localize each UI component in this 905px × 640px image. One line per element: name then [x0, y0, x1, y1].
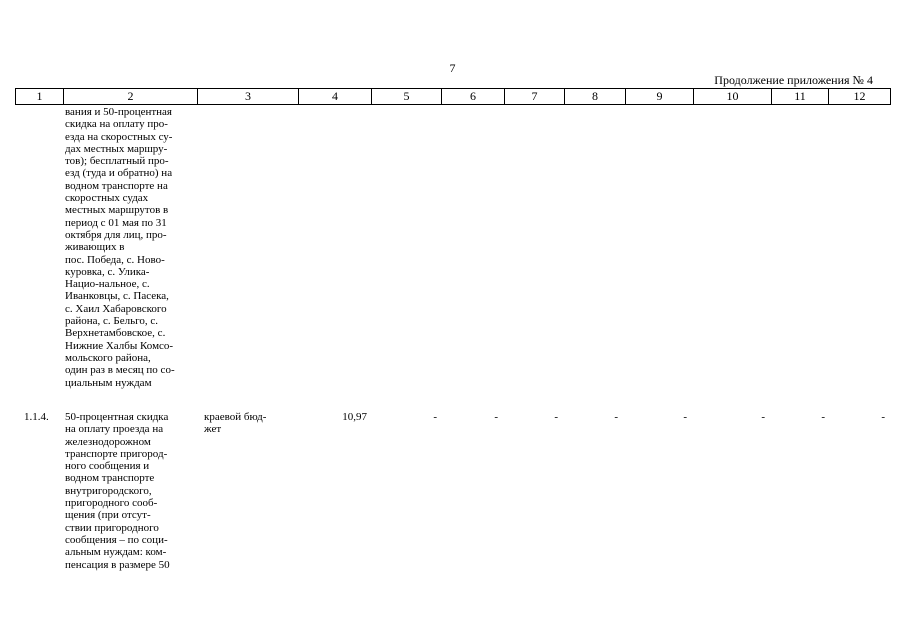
text-line: мольского района, — [65, 351, 151, 364]
text-line: циальным нуждам — [65, 376, 152, 389]
text-line: жет — [204, 423, 222, 436]
column-header-11: 11 — [772, 89, 829, 105]
column-header-2: 2 — [64, 89, 198, 105]
text-line: щения (при отсут- — [65, 509, 151, 522]
text-line: ствии пригородного — [65, 521, 159, 534]
column-header-4: 4 — [299, 89, 372, 105]
text-line: района, с. Бельго, с. — [65, 315, 158, 328]
row-114-funding-source — [204, 411, 299, 436]
column-header-6: 6 — [442, 89, 505, 105]
page-number: 7 — [449, 61, 456, 75]
column-header-row — [15, 88, 891, 105]
column-header-9: 9 — [626, 89, 694, 105]
text-line: 50-процентная скидка — [65, 411, 169, 423]
text-line: пос. Победа, с. Ново- — [65, 253, 165, 266]
text-line: транспорте пригород- — [65, 447, 168, 460]
text-line: октября для лиц, про- — [65, 228, 167, 241]
text-line: железнодорожном — [65, 435, 151, 448]
text-line: езд (туда и обратно) на — [65, 167, 173, 180]
text-line: Верхнетамбовское, с. — [65, 327, 166, 340]
text-line: местных маршрутов в — [65, 204, 169, 217]
column-header-7: 7 — [505, 89, 565, 105]
row-114-col6-value: - — [494, 411, 498, 423]
text-line: внутригородского, — [65, 484, 152, 497]
text-line: тов); бесплатный про- — [65, 155, 169, 168]
text-line: скидка на оплату про- — [65, 118, 168, 131]
text-line: ного сообщения и — [65, 460, 150, 473]
text-line: водном транспорте на — [65, 179, 168, 192]
row-114-description — [65, 411, 197, 571]
text-line: с. Хаил Хабаровского — [65, 302, 167, 315]
column-header-8: 8 — [565, 89, 626, 105]
continuation-label: Продолжение приложения № 4 — [714, 73, 873, 87]
row-114-col5-value: - — [433, 411, 437, 423]
text-line: сообщения – по соци- — [65, 533, 168, 546]
row-114-col10-value: - — [761, 411, 765, 423]
column-header-3: 3 — [198, 89, 299, 105]
column-header-10: 10 — [694, 89, 772, 105]
text-line: езда на скоростных су- — [65, 130, 173, 143]
text-line: пенсация в размере 50 — [65, 558, 170, 571]
row-114-col8-value: - — [614, 411, 618, 423]
text-line: краевой бюд- — [204, 411, 267, 423]
text-line: скоростных судах — [65, 192, 149, 205]
text-line: на оплату проезда на — [65, 423, 164, 436]
text-line: один раз в месяц по со- — [65, 364, 175, 377]
text-line: вания и 50-процентная — [65, 106, 172, 118]
column-header-12: 12 — [829, 89, 891, 105]
row-114-col12-value: - — [881, 411, 885, 423]
text-line: пригородного сооб- — [65, 497, 158, 510]
row-114-col7-value: - — [554, 411, 558, 423]
row-114-number: 1.1.4. — [24, 411, 49, 423]
text-line: живающих в — [65, 241, 125, 254]
text-line: куровка, с. Улика- — [65, 265, 150, 278]
column-header-1: 1 — [16, 89, 64, 105]
row-114-col11-value: - — [821, 411, 825, 423]
text-line: альным нуждам: ком- — [65, 546, 167, 559]
text-line: Нацио-нальное, с. — [65, 278, 150, 291]
text-line: дах местных маршру- — [65, 142, 168, 155]
row-prev-description — [65, 106, 197, 389]
text-line: период с 01 мая по 31 — [65, 216, 167, 229]
text-line: водном транспорте — [65, 472, 155, 485]
row-114-col9-value: - — [683, 411, 687, 423]
text-line: Иванковцы, с. Пасека, — [65, 290, 169, 303]
column-header-5: 5 — [372, 89, 442, 105]
row-114-col4-value: 10,97 — [342, 411, 367, 423]
text-line: Нижние Халбы Комсо- — [65, 339, 174, 352]
